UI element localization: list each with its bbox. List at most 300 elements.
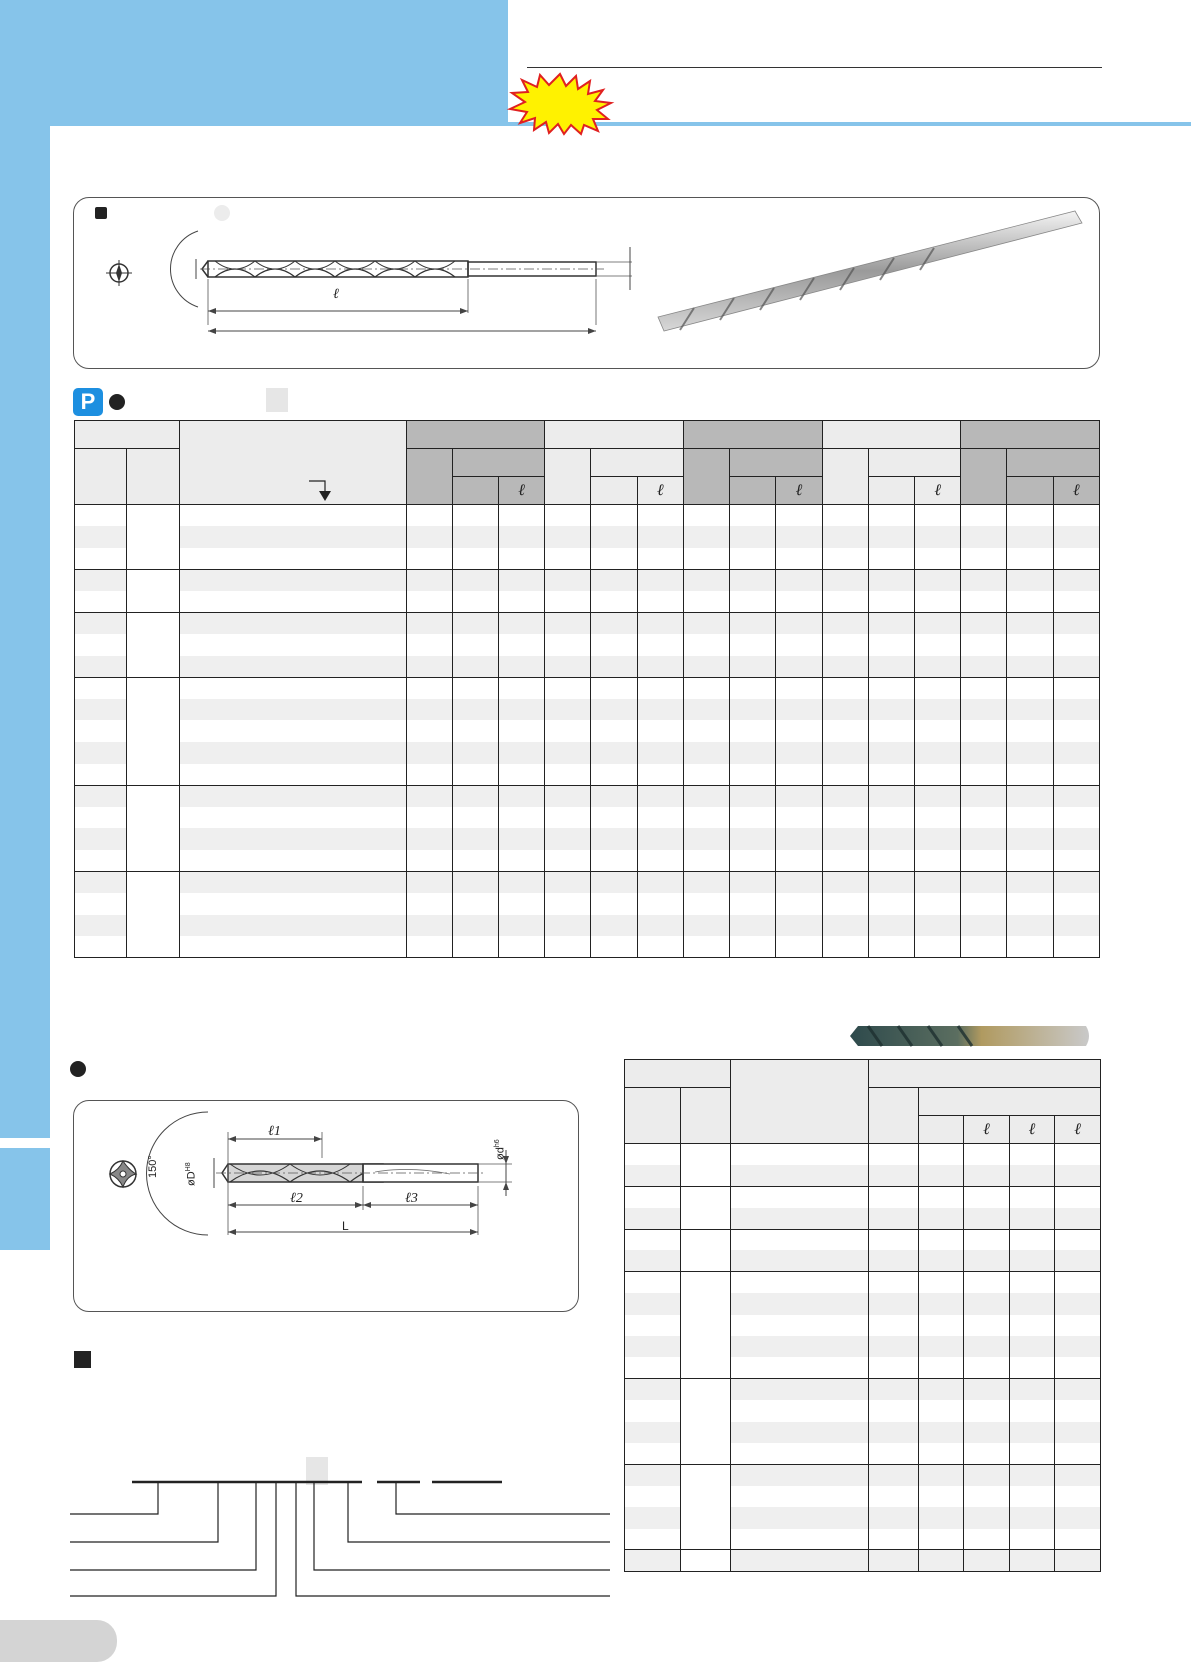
table-cell: [919, 1336, 964, 1357]
table-cell: [1055, 1443, 1101, 1464]
table-cell: [127, 872, 179, 958]
table-cell: [637, 915, 683, 937]
table-cell: [1053, 828, 1099, 850]
table-cell: [499, 742, 545, 764]
table-cell: [591, 569, 637, 591]
table-cell: [637, 936, 683, 958]
table-cell: [683, 915, 729, 937]
table-cell: [776, 785, 822, 807]
table-cell: [869, 1443, 919, 1464]
table-cell: [545, 677, 591, 699]
table-cell: [1055, 1229, 1101, 1250]
table-row: [625, 1464, 1101, 1485]
table-cell: [1055, 1529, 1101, 1550]
table-cell: [915, 915, 961, 937]
table-cell: [919, 1422, 964, 1443]
table-cell: [964, 1315, 1010, 1336]
table-cell: [452, 785, 498, 807]
table-cell: [1007, 742, 1053, 764]
table-cell: [625, 1186, 681, 1207]
table-cell: [731, 1293, 869, 1314]
table-cell: [915, 807, 961, 829]
table-cell: [964, 1229, 1010, 1250]
page-tab: [0, 1620, 117, 1662]
table-cell: [1007, 720, 1053, 742]
table-cell: [869, 1229, 919, 1250]
table-cell: [868, 850, 914, 872]
table-cell: [1007, 569, 1053, 591]
table-cell: [822, 656, 868, 678]
table-cell: [591, 893, 637, 915]
table-cell: [1053, 807, 1099, 829]
header-cell: [919, 1116, 964, 1144]
table-cell: [625, 1336, 681, 1357]
table-cell: [919, 1293, 964, 1314]
shank-length-3-label: [405, 1191, 418, 1207]
table-cell: [499, 720, 545, 742]
table-cell: [822, 742, 868, 764]
table-cell: [452, 828, 498, 850]
header-band: [0, 0, 508, 126]
table-cell: [822, 828, 868, 850]
table-cell: [964, 1336, 1010, 1357]
table-cell: [822, 591, 868, 613]
length-header: ℓ: [776, 477, 822, 505]
table-cell: [75, 634, 127, 656]
table-cell: [1053, 720, 1099, 742]
table-cell: [499, 893, 545, 915]
table-cell: [1010, 1144, 1055, 1165]
table-cell: [964, 1486, 1010, 1507]
table-cell: [545, 548, 591, 570]
table-cell: [730, 677, 776, 699]
header-cell: [127, 449, 179, 505]
table-cell: [591, 785, 637, 807]
table-cell: [1055, 1507, 1101, 1528]
table-cell: [869, 1250, 919, 1271]
table-cell: [776, 656, 822, 678]
table-cell: [868, 828, 914, 850]
table-cell: [961, 699, 1007, 721]
table-cell: [776, 742, 822, 764]
table-cell: [964, 1357, 1010, 1378]
table-cell: [961, 872, 1007, 894]
arrow-down-icon: [307, 479, 337, 503]
table-cell: [1007, 893, 1053, 915]
drill-diameter-label: [185, 1162, 198, 1186]
table-cell: [75, 656, 127, 678]
table-cell: [822, 764, 868, 786]
table-row: [75, 677, 1100, 699]
table-cell: [545, 807, 591, 829]
table-cell: [730, 548, 776, 570]
table-cell: [868, 656, 914, 678]
table-cell: [625, 1486, 681, 1507]
table-cell: [961, 548, 1007, 570]
table-cell: [681, 1379, 731, 1465]
table-cell: [637, 569, 683, 591]
table-cell: [964, 1208, 1010, 1229]
table-cell: [406, 720, 452, 742]
header-cell: [75, 449, 127, 505]
table-cell: [625, 1250, 681, 1271]
table-cell: [406, 764, 452, 786]
table-row: [75, 742, 1100, 764]
table-cell: [625, 1293, 681, 1314]
table-cell: [919, 1250, 964, 1271]
table-cell: [1010, 1315, 1055, 1336]
table-cell: [452, 699, 498, 721]
table-cell: [869, 1529, 919, 1550]
table-cell: [127, 612, 179, 677]
table-cell: [179, 915, 406, 937]
table-cell: [683, 850, 729, 872]
table-cell: [869, 1186, 919, 1207]
table-cell: [452, 807, 498, 829]
table-cell: [75, 720, 127, 742]
sidebar-divider: [0, 1138, 50, 1148]
table-cell: [919, 1144, 964, 1165]
table-cell: [75, 677, 127, 699]
table-cell: [545, 699, 591, 721]
table-cell: [1053, 785, 1099, 807]
table-cell: [1055, 1336, 1101, 1357]
cross-section-icon: [104, 258, 134, 288]
table-cell: [1010, 1250, 1055, 1271]
table-cell: [1053, 505, 1099, 527]
table-cell: [868, 936, 914, 958]
table-cell: [75, 850, 127, 872]
label-text: øD: [185, 1171, 198, 1186]
table-cell: [545, 612, 591, 634]
table-cell: [822, 850, 868, 872]
table-cell: [452, 872, 498, 894]
table-row: [75, 548, 1100, 570]
table-cell: [1007, 807, 1053, 829]
table-cell: [822, 807, 868, 829]
table-cell: [1010, 1165, 1055, 1186]
table-cell: [452, 893, 498, 915]
table-cell: [964, 1144, 1010, 1165]
table-cell: [915, 526, 961, 548]
table-cell: [499, 677, 545, 699]
table-cell: [1055, 1165, 1101, 1186]
table-cell: [868, 634, 914, 656]
table-cell: [127, 505, 179, 570]
table-cell: [961, 936, 1007, 958]
header-cell: [591, 449, 683, 477]
header-cell: [731, 1060, 869, 1144]
table-cell: [75, 764, 127, 786]
table-cell: [75, 936, 127, 958]
table-cell: [964, 1293, 1010, 1314]
table-cell: [822, 915, 868, 937]
table-cell: [452, 850, 498, 872]
table-cell: [499, 699, 545, 721]
table-cell: [730, 656, 776, 678]
table-cell: [869, 1486, 919, 1507]
table-cell: [1053, 915, 1099, 937]
table-cell: [961, 742, 1007, 764]
table-cell: [1010, 1208, 1055, 1229]
table-cell: [1053, 656, 1099, 678]
table-row: [625, 1379, 1101, 1400]
table-cell: [868, 872, 914, 894]
table-cell: [822, 526, 868, 548]
table-cell: [869, 1208, 919, 1229]
table-cell: [868, 591, 914, 613]
table-cell: [1007, 936, 1053, 958]
table-cell: [1055, 1272, 1101, 1293]
table-cell: [625, 1422, 681, 1443]
table-cell: [406, 850, 452, 872]
table-cell: [915, 828, 961, 850]
table-cell: [1053, 936, 1099, 958]
table-cell: [75, 785, 127, 807]
table-cell: [625, 1165, 681, 1186]
table-cell: [915, 634, 961, 656]
flute-length-label: ℓ: [333, 287, 339, 302]
table-cell: [776, 850, 822, 872]
table-cell: [499, 872, 545, 894]
table-cell: [1007, 591, 1053, 613]
table-cell: [731, 1443, 869, 1464]
table-cell: [681, 1272, 731, 1379]
table-cell: [730, 526, 776, 548]
table-cell: [637, 785, 683, 807]
table-cell: [591, 807, 637, 829]
table-cell: [731, 1507, 869, 1528]
table-cell: [179, 569, 406, 591]
table-cell: [822, 634, 868, 656]
table-cell: [731, 1464, 869, 1485]
table-cell: [637, 634, 683, 656]
table-cell: [75, 872, 127, 894]
table-cell: [731, 1422, 869, 1443]
table-cell: [499, 785, 545, 807]
table-cell: [75, 915, 127, 937]
table-cell: [1055, 1464, 1101, 1485]
table-cell: [869, 1464, 919, 1485]
table-cell: [75, 526, 127, 548]
header-cell: [1007, 477, 1053, 505]
table-cell: [822, 936, 868, 958]
table-cell: [683, 872, 729, 894]
table-cell: [1053, 850, 1099, 872]
table-cell: [127, 569, 179, 612]
table-cell: [869, 1400, 919, 1421]
table-cell: [683, 656, 729, 678]
table-cell: [625, 1357, 681, 1378]
table-cell: [776, 807, 822, 829]
table-cell: [961, 656, 1007, 678]
table-cell: [406, 872, 452, 894]
table-cell: [499, 569, 545, 591]
table-cell: [961, 505, 1007, 527]
table-cell: [869, 1144, 919, 1165]
table-cell: [776, 569, 822, 591]
table-cell: [75, 699, 127, 721]
table-cell: [637, 548, 683, 570]
header-cell: [406, 449, 452, 505]
table-cell: [625, 1208, 681, 1229]
table-cell: [406, 569, 452, 591]
table-body: [625, 1144, 1101, 1572]
table-cell: [730, 785, 776, 807]
table-cell: [822, 893, 868, 915]
table-cell: [1010, 1379, 1055, 1400]
table-cell: [637, 656, 683, 678]
table-cell: [406, 548, 452, 570]
table-cell: [1007, 699, 1053, 721]
table-cell: [776, 591, 822, 613]
table-cell: [776, 526, 822, 548]
label-text: ℓ3: [405, 1191, 418, 1206]
table-cell: [868, 699, 914, 721]
table-cell: [776, 505, 822, 527]
table-cell: [919, 1529, 964, 1550]
table-cell: [683, 634, 729, 656]
table-cell: [1010, 1507, 1055, 1528]
table-cell: [868, 569, 914, 591]
table-cell: [915, 548, 961, 570]
table-cell: [75, 742, 127, 764]
table-cell: [961, 850, 1007, 872]
table-cell: [1053, 764, 1099, 786]
table-cell: [1055, 1144, 1101, 1165]
table-cell: [730, 915, 776, 937]
table-cell: [776, 634, 822, 656]
table-cell: [730, 720, 776, 742]
table-cell: [591, 526, 637, 548]
point-angle-label: 150°: [147, 1155, 159, 1178]
table-cell: [625, 1507, 681, 1528]
table-cell: [591, 612, 637, 634]
table-cell: [915, 720, 961, 742]
table-cell: [915, 505, 961, 527]
table-cell: [75, 893, 127, 915]
table-cell: [964, 1272, 1010, 1293]
table-row: [75, 656, 1100, 678]
table-cell: [625, 1529, 681, 1550]
table-cell: [868, 807, 914, 829]
table-cell: [545, 656, 591, 678]
table-cell: [776, 915, 822, 937]
table-row: [75, 612, 1100, 634]
table-cell: [1053, 699, 1099, 721]
table-cell: [919, 1550, 964, 1571]
title-rule: [527, 67, 1102, 68]
table-cell: [1053, 548, 1099, 570]
table-cell: [731, 1379, 869, 1400]
table-cell: [452, 764, 498, 786]
header-cell: [545, 449, 591, 505]
table-cell: [683, 526, 729, 548]
table-cell: [822, 548, 868, 570]
table-cell: [868, 893, 914, 915]
ordering-code-diagram: [70, 1470, 610, 1600]
label-sup: h6: [494, 1139, 501, 1148]
table-cell: [1010, 1357, 1055, 1378]
header-cell: [75, 421, 180, 449]
table-cell: [915, 612, 961, 634]
table-cell: [452, 612, 498, 634]
table-cell: [545, 591, 591, 613]
table-row: [75, 699, 1100, 721]
table-cell: [731, 1400, 869, 1421]
long-drill-drawing: [160, 225, 640, 340]
table-cell: [591, 742, 637, 764]
header-cell: [406, 421, 545, 449]
table-cell: [1007, 850, 1053, 872]
table-cell: [637, 505, 683, 527]
table-cell: [591, 872, 637, 894]
table-cell: [452, 742, 498, 764]
table-cell: [406, 526, 452, 548]
table-cell: [964, 1464, 1010, 1485]
header-cell: [625, 1088, 681, 1144]
table-cell: [179, 785, 406, 807]
cutting-conditions-table: [74, 420, 1100, 958]
table-cell: [1053, 742, 1099, 764]
table-cell: [1053, 526, 1099, 548]
table-cell: [730, 742, 776, 764]
table-cell: [591, 634, 637, 656]
length-header: ℓ: [1010, 1116, 1055, 1144]
table-cell: [499, 548, 545, 570]
table-cell: [637, 850, 683, 872]
table-cell: [731, 1144, 869, 1165]
table-cell: [591, 936, 637, 958]
table-row: [625, 1229, 1101, 1250]
table-cell: [75, 591, 127, 613]
table-cell: [683, 677, 729, 699]
table-row: [75, 915, 1100, 937]
table-cell: [179, 764, 406, 786]
table-cell: [964, 1400, 1010, 1421]
table-cell: [776, 677, 822, 699]
table-cell: [406, 612, 452, 634]
table-cell: [868, 764, 914, 786]
table-cell: [406, 742, 452, 764]
header-cell: [730, 449, 822, 477]
table-cell: [964, 1550, 1010, 1571]
table-cell: [683, 785, 729, 807]
table-cell: [730, 807, 776, 829]
table-row: [75, 526, 1100, 548]
table-cell: [406, 936, 452, 958]
table-cell: [1007, 656, 1053, 678]
table-cell: [915, 656, 961, 678]
table-cell: [964, 1186, 1010, 1207]
header-cell: [961, 421, 1100, 449]
table-cell: [961, 591, 1007, 613]
table-cell: [545, 764, 591, 786]
table-cell: [637, 526, 683, 548]
table-cell: [822, 699, 868, 721]
table-cell: [915, 699, 961, 721]
table-cell: [499, 936, 545, 958]
table-cell: [637, 612, 683, 634]
table-cell: [1055, 1293, 1101, 1314]
table-cell: [1007, 548, 1053, 570]
header-cell: [683, 421, 822, 449]
table-cell: [1053, 677, 1099, 699]
table-cell: [868, 505, 914, 527]
table-cell: [179, 591, 406, 613]
table-cell: [545, 720, 591, 742]
table-cell: [1055, 1379, 1101, 1400]
